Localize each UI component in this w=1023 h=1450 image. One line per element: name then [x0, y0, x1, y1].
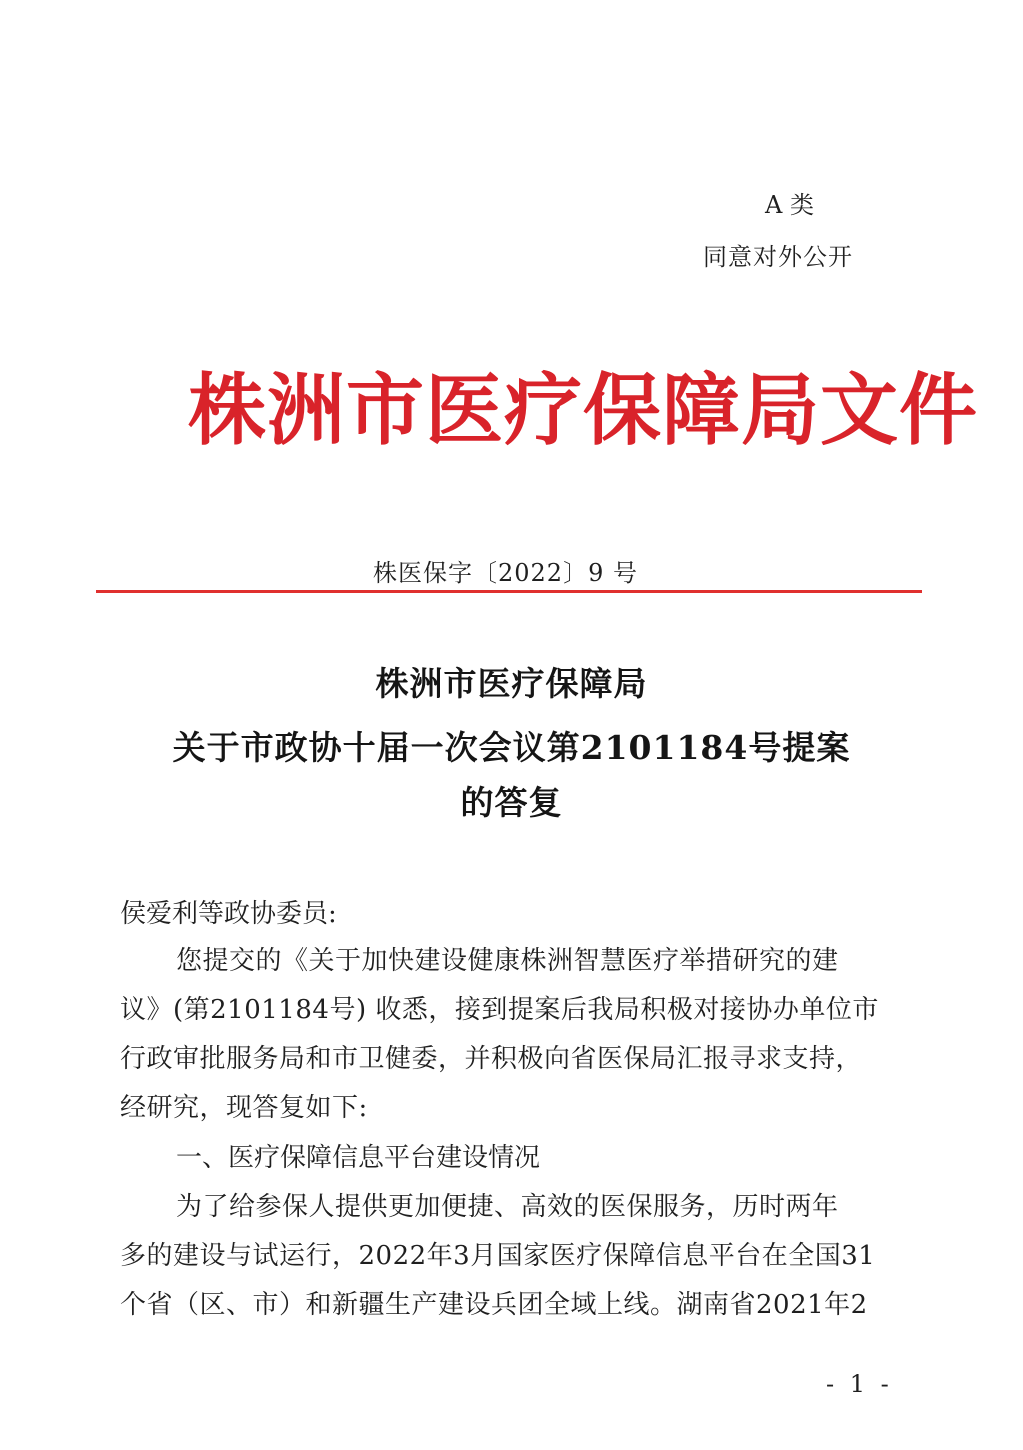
disclosure-label: 同意对外公开: [703, 243, 853, 271]
document-title-line-1: 株洲市医疗保障局: [375, 664, 648, 703]
paragraph2-line-1: 为了给参保人提供更加便捷、高效的医保服务，历时两年: [176, 1192, 839, 1222]
document-title-line-2: 关于市政协十届一次会议第2101184号提案: [172, 728, 851, 767]
document-title-line-3: 的答复: [460, 783, 563, 822]
document-number: 株医保字〔2022〕9 号: [373, 559, 638, 587]
paragraph1-line-4: 经研究，现答复如下:: [120, 1093, 368, 1123]
salutation: 侯爱利等政协委员:: [120, 899, 337, 929]
masthead-title: 株洲市医疗保障局文件: [188, 366, 979, 456]
paragraph1-line-3: 行政审批服务局和市卫健委，并积极向省医保局汇报寻求支持，: [120, 1044, 863, 1074]
section1-heading: 一、医疗保障信息平台建设情况: [176, 1143, 541, 1173]
classification-label: A 类: [765, 191, 814, 219]
paragraph2-line-2: 多的建设与试运行，2022年3月国家医疗保障信息平台在全国31: [120, 1241, 876, 1271]
paragraph1-line-2: 议》(第2101184号) 收悉，接到提案后我局积极对接协办单位市: [120, 995, 879, 1025]
page-number: - 1 -: [826, 1370, 893, 1398]
red-divider-line: [96, 590, 922, 593]
paragraph1-line-1: 您提交的《关于加快建设健康株洲智慧医疗举措研究的建: [176, 946, 839, 976]
paragraph2-line-3: 个省（区、市）和新疆生产建设兵团全域上线。湖南省2021年2: [120, 1290, 868, 1320]
